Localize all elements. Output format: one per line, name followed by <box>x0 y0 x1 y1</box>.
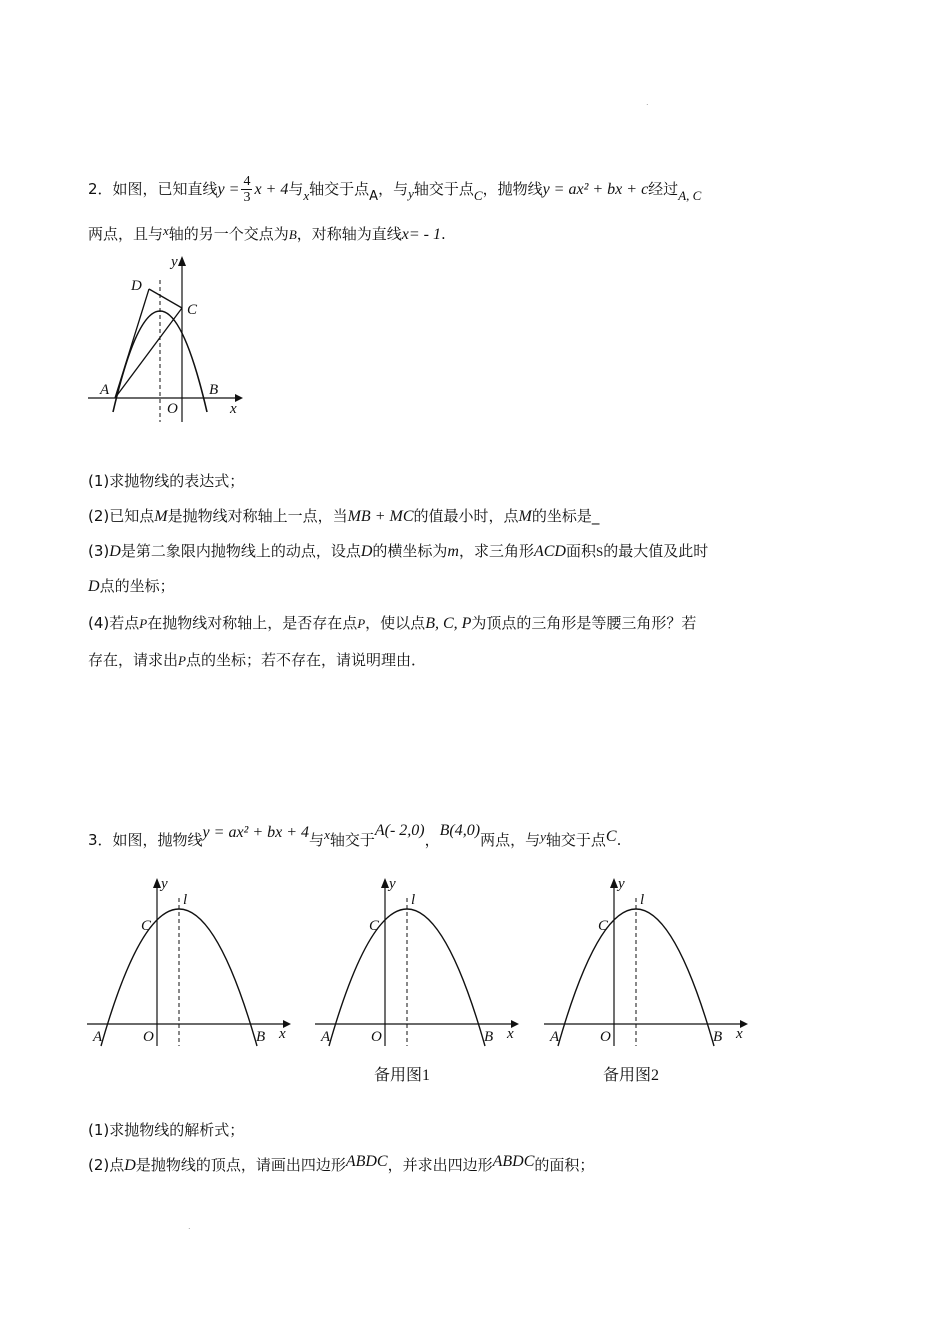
y-axis-arrow-icon <box>153 878 161 888</box>
label-C: C <box>141 918 152 934</box>
q3-line1: 3．如图，抛物线y = ax² + bx + 4与x轴交于A(- 2,0)，B(4,0)两点，与y轴交于点C. <box>88 822 622 849</box>
fraction-4-3: $\frac{4}{3}$ <box>243 174 251 205</box>
label-D: D <box>131 278 142 294</box>
label-y: y <box>618 876 625 892</box>
label-A: A <box>100 382 110 398</box>
q3-figure-spare-1 <box>313 874 523 1054</box>
label-x: x <box>230 401 237 417</box>
label-A: A <box>550 1029 560 1045</box>
caption-spare-2: 备用图2 <box>603 1067 660 1084</box>
q3-sub2: (2)点D是抛物线的顶点，请画出四边形ABDC，并求出四边形ABDC的面积； <box>88 1153 595 1174</box>
label-B: B <box>484 1029 494 1045</box>
label-y: y <box>161 876 168 892</box>
label-l: l <box>640 892 645 908</box>
label-B: B <box>713 1029 723 1045</box>
label-B: B <box>256 1029 266 1045</box>
q2-line1: 2．如图，已知直线y = $\frac{4}{3}$ x + 4与x轴交于点A，与y轴交于点C，抛物线y = ax² + bx + c经过A, C <box>88 174 702 205</box>
line-AC <box>115 308 182 398</box>
label-y: y <box>171 254 178 270</box>
q2-figure <box>85 250 255 430</box>
label-y: y <box>389 876 396 892</box>
q2-sub3-cont: D点的坐标； <box>88 577 175 595</box>
q3-sub1: (1)求抛物线的解析式； <box>88 1121 245 1139</box>
q2-sub4-cont: 存在，请求出P点的坐标；若不存在，请说明理由． <box>88 651 426 669</box>
label-A: A <box>321 1029 331 1045</box>
q2-sub4: (4)若点P在抛物线对称轴上，是否存在点P，使以点B, C, P为顶点的三角形是等腰三角形？若 <box>88 614 697 632</box>
artifact-dot: . <box>188 1222 191 1231</box>
label-x: x <box>507 1026 514 1042</box>
y-axis-arrow-icon <box>178 256 186 266</box>
label-x: x <box>736 1026 743 1042</box>
label-O: O <box>371 1029 382 1045</box>
q2-sub1: (1)求抛物线的表达式； <box>88 472 245 490</box>
y-axis-arrow-icon <box>610 878 618 888</box>
q2-line2: 两点，且与x轴的另一个交点为B，对称轴为直线x= - 1. <box>88 223 446 243</box>
label-C: C <box>187 302 198 318</box>
label-l: l <box>411 892 416 908</box>
label-C: C <box>598 918 609 934</box>
caption-spare-1: 备用图1 <box>374 1067 431 1084</box>
q3-figure-spare-2 <box>542 874 752 1054</box>
q2-sub2: (2)已知点M是抛物线对称轴上一点，当MB + MC的值最小时，点M的坐标是_ <box>88 507 600 525</box>
label-O: O <box>167 401 178 417</box>
artifact-dot: . <box>646 98 649 107</box>
label-O: O <box>143 1029 154 1045</box>
label-x: x <box>279 1026 286 1042</box>
y-axis-arrow-icon <box>381 878 389 888</box>
q3-figure-main <box>85 874 295 1054</box>
parabola-curve <box>113 311 207 412</box>
label-A: A <box>93 1029 103 1045</box>
label-O: O <box>600 1029 611 1045</box>
label-B: B <box>209 382 219 398</box>
label-l: l <box>183 892 188 908</box>
q2-sub3: (3)D是第二象限内抛物线上的动点，设点D的横坐标为m，求三角形ACD面积S的最大值及此时 <box>88 542 709 560</box>
line-DC <box>149 289 182 308</box>
line-AD <box>115 289 149 398</box>
label-C: C <box>369 918 380 934</box>
